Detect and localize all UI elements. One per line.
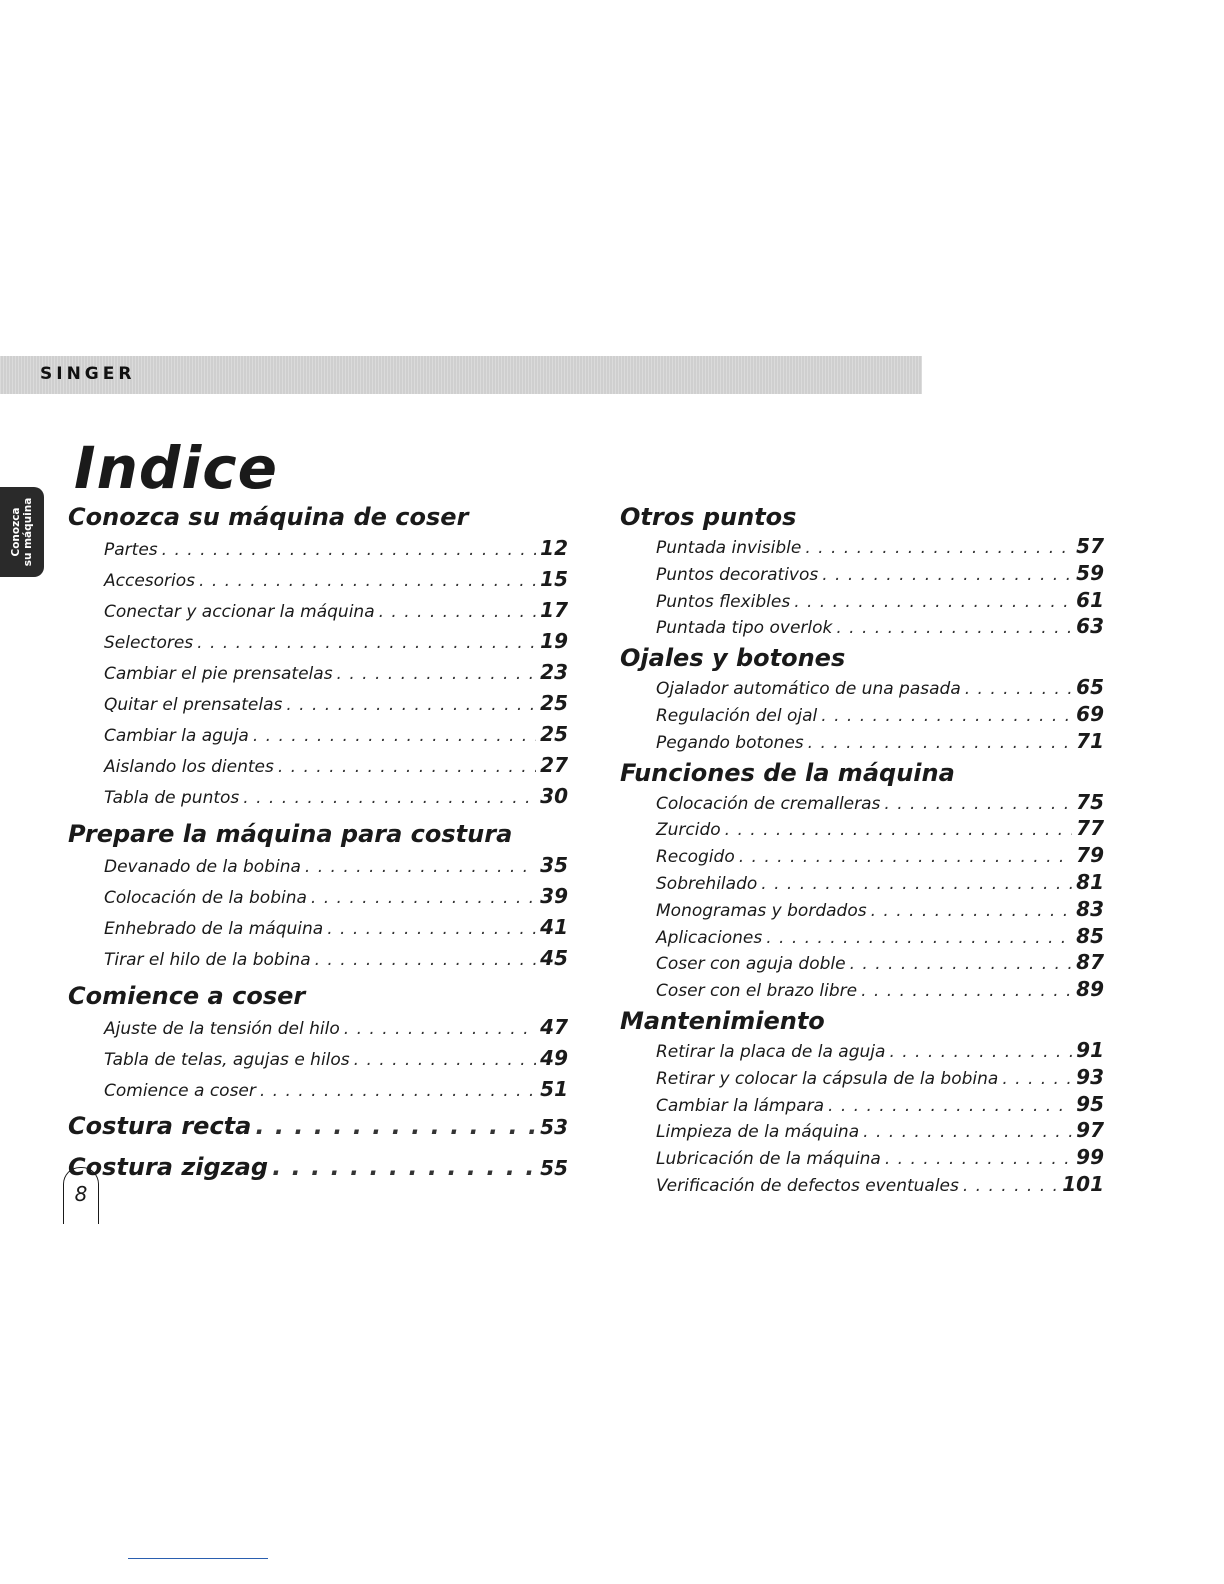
toc-entry[interactable]	[656, 675, 1104, 702]
toc-entry[interactable]	[104, 913, 568, 944]
toc-entry[interactable]	[104, 851, 568, 882]
toc-entry[interactable]	[656, 977, 1104, 1004]
toc-entry-label: Puntada tipo overlok	[656, 618, 833, 639]
toc-entry-label: Retirar y colocar la cápsula de la bobina	[656, 1068, 999, 1089]
dot-leader	[379, 598, 536, 627]
toc-entry-page: 63	[1076, 614, 1104, 639]
toc-entry-label: Coser con aguja doble	[656, 954, 846, 975]
toc-entry-page: 41	[540, 915, 568, 939]
toc-entry-page: 77	[1076, 816, 1104, 841]
toc-entry-label: Accesorios	[104, 571, 196, 591]
toc-entry-page: 25	[540, 691, 568, 715]
dot-leader	[861, 979, 1072, 1004]
dot-leader	[162, 536, 536, 565]
toc-entry[interactable]	[104, 944, 568, 975]
toc-entry-label: Cambiar el pie prensatelas	[104, 664, 333, 684]
toc-entry[interactable]	[656, 1092, 1104, 1119]
dot-leader	[344, 1015, 536, 1044]
toc-entry-label: Puntos decorativos	[656, 564, 819, 585]
dot-leader	[805, 536, 1072, 561]
toc-entry-label: Tabla de puntos	[104, 788, 240, 808]
toc-entry[interactable]	[656, 729, 1104, 756]
toc-entry-label: Puntada invisible	[656, 538, 802, 558]
toc-entry-label: Lubricación de la máquina	[656, 1149, 881, 1170]
dot-leader	[766, 926, 1072, 951]
toc-entry-page: 17	[540, 598, 568, 622]
dot-leader	[337, 660, 536, 689]
toc-entry-label: Cambiar la aguja	[104, 726, 249, 746]
section-heading: Prepare la máquina para costura	[68, 820, 513, 848]
toc-entry-page: 23	[540, 660, 568, 684]
toc-entry-label: Conectar y accionar la máquina	[104, 602, 375, 622]
dot-leader	[863, 1120, 1072, 1145]
toc-entry-page: 45	[540, 946, 568, 970]
side-tab-line-2: su máquina	[22, 497, 34, 567]
brand-header-bar	[0, 356, 922, 394]
toc-entry-label: Regulación del ojal	[656, 705, 818, 726]
toc-entry[interactable]	[104, 882, 568, 913]
toc-entry-label: Monogramas y bordados	[656, 900, 867, 921]
toc-entry[interactable]	[656, 816, 1104, 843]
toc-entry-page: 12	[540, 536, 568, 560]
dot-leader	[808, 731, 1072, 756]
toc-entry-page: 101	[1062, 1171, 1104, 1196]
toc-entry-label: Sobrehilado	[656, 873, 758, 894]
toc-entry-page: 47	[540, 1015, 568, 1039]
dot-leader	[286, 691, 536, 720]
toc-entry[interactable]	[656, 702, 1104, 729]
toc-entry[interactable]	[656, 588, 1104, 615]
footer-rule	[128, 1558, 268, 1559]
section-heading: Ojales y botones	[620, 644, 846, 673]
toc-entry[interactable]	[656, 1145, 1104, 1172]
toc-entry[interactable]	[656, 843, 1104, 870]
toc-entry-page: 97	[1076, 1118, 1104, 1143]
toc-entry[interactable]	[104, 627, 568, 658]
toc-entry[interactable]	[104, 1075, 568, 1106]
toc-entry-page: 91	[1076, 1037, 1104, 1062]
toc-entry-page: 25	[540, 722, 568, 746]
toc-entry-label: Tabla de telas, agujas e hilos	[104, 1050, 350, 1070]
toc-entry-page: 83	[1076, 896, 1104, 921]
dot-leader	[260, 1077, 536, 1106]
dot-leader	[305, 853, 536, 882]
toc-entry-label: Comience a coser	[104, 1081, 256, 1101]
toc-entry-page: 69	[1076, 701, 1104, 726]
toc-entry-label: Aplicaciones	[656, 927, 763, 948]
dot-leader	[311, 884, 536, 913]
toc-entry-label: Enhebrado de la máquina	[104, 919, 324, 939]
toc-entry[interactable]	[104, 534, 568, 565]
dot-leader	[761, 872, 1072, 897]
toc-entry-label: Verificación de defectos eventuales	[656, 1175, 959, 1196]
toc-entry[interactable]	[656, 924, 1104, 951]
page-number: 8	[74, 1182, 88, 1206]
toc-entry-label: Retirar la placa de la aguja	[656, 1041, 886, 1062]
dot-leader	[885, 1147, 1072, 1172]
toc-entry[interactable]	[104, 658, 568, 689]
dot-leader	[725, 818, 1072, 843]
toc-entry-label: Zurcido	[656, 820, 721, 841]
toc-entry-label: Colocación de la bobina	[104, 888, 307, 908]
toc-major-entry[interactable]	[68, 1147, 568, 1188]
toc-entry-label: Colocación de cremalleras	[656, 793, 881, 814]
toc-right-column	[620, 500, 1104, 1199]
toc-entry-page: 85	[1076, 923, 1104, 948]
toc-entry-page: 57	[1076, 534, 1104, 558]
toc-entry-page: 81	[1076, 869, 1104, 894]
toc-entry[interactable]	[656, 534, 1104, 561]
toc-entry-page: 79	[1076, 843, 1104, 868]
side-tab-label	[10, 498, 34, 567]
toc-entry-page: 59	[1076, 560, 1104, 585]
toc-major-entry[interactable]	[68, 1106, 568, 1147]
toc-entry-page: 27	[540, 753, 568, 777]
toc-entry[interactable]	[656, 950, 1104, 977]
dot-leader	[272, 1147, 536, 1187]
toc-entry-page: 75	[1076, 789, 1104, 814]
dot-leader	[255, 1106, 536, 1146]
dot-leader	[794, 590, 1072, 615]
dot-leader	[965, 677, 1072, 702]
toc-entry-page: 71	[1076, 728, 1104, 753]
toc-entry[interactable]	[104, 751, 568, 782]
toc-entry-page: 61	[1076, 587, 1104, 612]
toc-entry-page: 49	[540, 1046, 568, 1070]
dot-leader	[243, 784, 536, 813]
toc-major-label: Costura recta	[68, 1112, 252, 1140]
dot-leader	[850, 952, 1072, 977]
toc-entry-page: 30	[540, 784, 568, 808]
toc-major-page: 53	[540, 1115, 568, 1139]
dot-leader	[327, 915, 536, 944]
toc-entry-label: Aislando los dientes	[104, 757, 274, 777]
toc-entry-label: Devanado de la bobina	[104, 857, 301, 877]
dot-leader	[889, 1040, 1072, 1065]
toc-entry-label: Selectores	[104, 633, 194, 653]
toc-entry[interactable]	[656, 870, 1104, 897]
toc-entry[interactable]	[656, 614, 1104, 641]
page-title: Indice	[74, 434, 278, 502]
dot-leader	[836, 616, 1072, 641]
dot-leader	[1002, 1067, 1072, 1092]
section-heading: Conozca su máquina de coser	[68, 503, 469, 531]
toc-entry[interactable]	[104, 565, 568, 596]
dot-leader	[828, 1094, 1072, 1119]
toc-entry-page: 65	[1076, 675, 1104, 700]
page-number-tab	[63, 1167, 99, 1224]
toc-entry-label: Limpieza de la máquina	[656, 1122, 860, 1143]
toc-entry-label: Pegando botones	[656, 732, 804, 753]
toc-entry[interactable]	[656, 1172, 1104, 1199]
toc-entry-label: Partes	[104, 540, 158, 560]
toc-entry-page: 19	[540, 629, 568, 653]
toc-major-label: Costura zigzag	[68, 1153, 269, 1181]
toc-entry-page: 89	[1076, 977, 1104, 1002]
toc-entry-page: 93	[1076, 1064, 1104, 1089]
toc-entry-label: Recogido	[656, 847, 735, 868]
toc-entry[interactable]	[656, 1038, 1104, 1065]
toc-entry[interactable]	[656, 897, 1104, 924]
toc-entry-label: Quitar el prensatelas	[104, 695, 283, 715]
dot-leader	[253, 722, 536, 751]
toc-entry-label: Ajuste de la tensión del hilo	[104, 1019, 340, 1039]
toc-entry[interactable]	[104, 720, 568, 751]
toc-entry[interactable]	[656, 1065, 1104, 1092]
toc-entry-page: 15	[540, 567, 568, 591]
toc-entry[interactable]	[104, 596, 568, 627]
toc-entry-page: 99	[1076, 1145, 1104, 1170]
toc-entry-page: 51	[540, 1077, 568, 1101]
dot-leader	[739, 845, 1072, 870]
toc-entry-page: 87	[1076, 950, 1104, 975]
section-heading: Comience a coser	[68, 982, 306, 1010]
dot-leader	[821, 704, 1072, 729]
toc-entry-page: 95	[1076, 1091, 1104, 1116]
section-heading: Mantenimiento	[620, 1006, 825, 1035]
toc-entry[interactable]	[104, 1044, 568, 1075]
section-heading: Funciones de la máquina	[620, 758, 955, 787]
dot-leader	[278, 753, 536, 782]
toc-entry[interactable]	[104, 1013, 568, 1044]
dot-leader	[197, 629, 536, 658]
toc-entry[interactable]	[656, 790, 1104, 817]
toc-entry-label: Cambiar la lámpara	[656, 1095, 825, 1116]
toc-entry-page: 39	[540, 884, 568, 908]
section-heading: Otros puntos	[620, 503, 797, 531]
toc-entry-label: Puntos flexibles	[656, 591, 791, 612]
dot-leader	[884, 792, 1072, 817]
dot-leader	[822, 563, 1072, 588]
dot-leader	[871, 899, 1072, 924]
toc-entry[interactable]	[656, 1118, 1104, 1145]
toc-entry-label: Coser con el brazo libre	[656, 981, 858, 1002]
toc-entry[interactable]	[104, 782, 568, 813]
toc-entry[interactable]	[104, 689, 568, 720]
toc-entry-label: Tirar el hilo de la bobina	[104, 950, 311, 970]
section-side-tab	[0, 487, 44, 577]
toc-entry-page: 35	[540, 853, 568, 877]
dot-leader	[315, 946, 536, 975]
toc-entry[interactable]	[656, 561, 1104, 588]
toc-major-page: 55	[540, 1156, 568, 1180]
side-tab-line-1: Conozca	[10, 507, 22, 557]
toc-entry-label: Ojalador automático de una pasada	[656, 679, 961, 700]
brand-name: SINGER	[40, 364, 136, 384]
dot-leader	[963, 1174, 1058, 1199]
toc-left-column	[68, 500, 568, 1188]
dot-leader	[199, 567, 536, 596]
dot-leader	[354, 1046, 536, 1075]
